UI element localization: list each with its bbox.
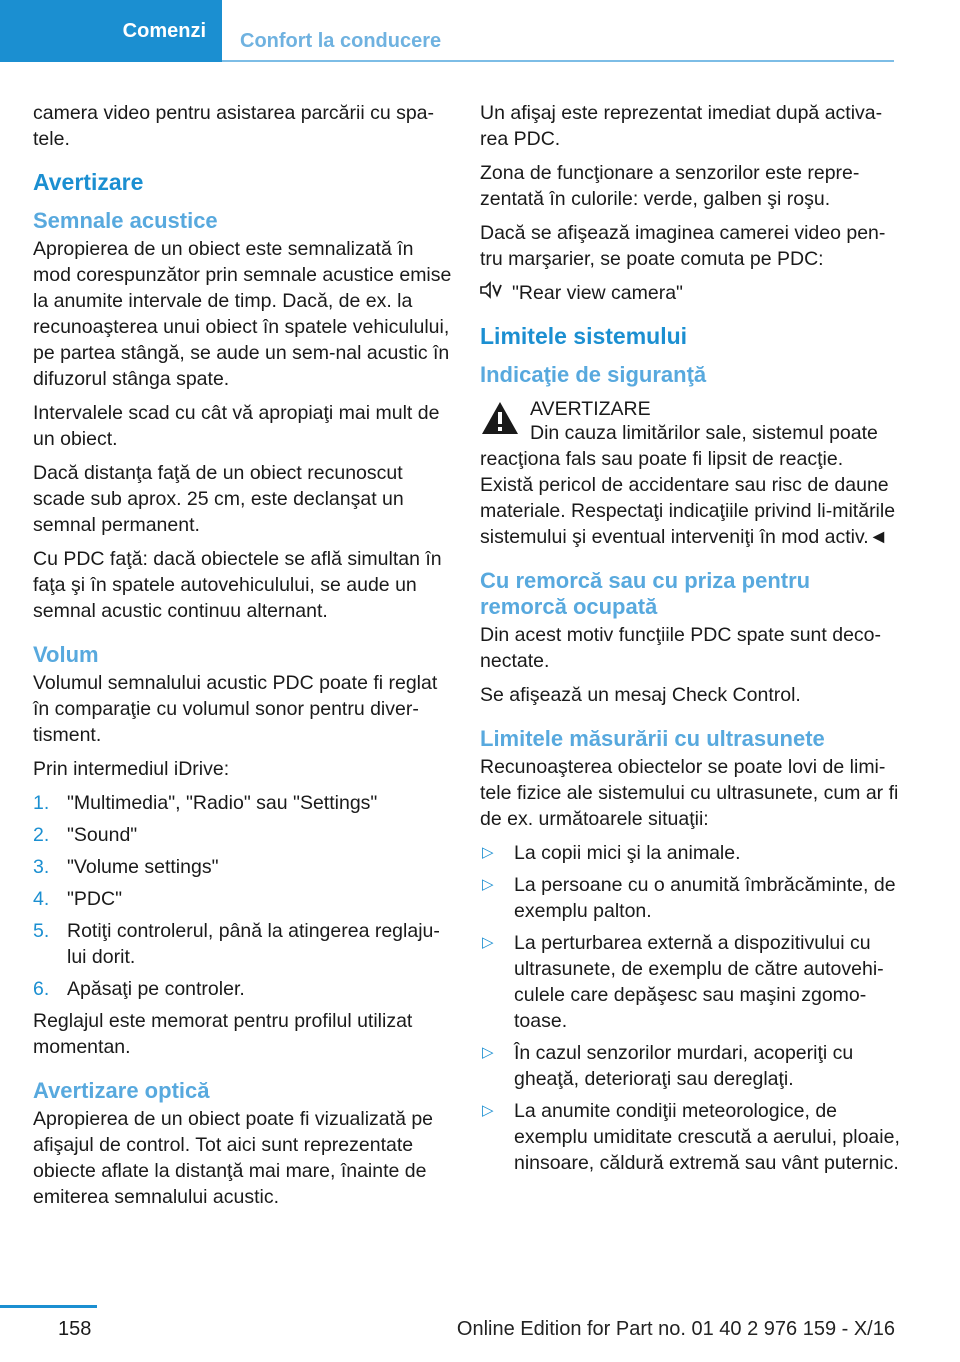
paragraph: Apropierea de un obiect poate fi vizualizată pe afişajul de control. Tot aici sunt reprezentate obiecte aflate la distanţă mai mare, înainte de emiterea semnalului acustic. <box>33 1108 434 1208</box>
bullet-triangle-icon: ▷ <box>482 934 494 951</box>
right-column <box>480 100 900 1182</box>
paragraph: Cu PDC faţă: dacă obiectele se află simultan în faţa şi în spatele autovehiculului, se aude un semnal acustic continuu alternant. <box>33 548 442 622</box>
list-item: ▷ La perturbarea externă a dispozitivului cu ultrasunete, de exemplu de către autovehi‐culele care depăşesc sau maşini zgomo‐toase. <box>482 932 884 1032</box>
step-text: Rotiţi controlerul, până la atingerea reglaju‐lui dorit. <box>67 920 440 968</box>
list-item <box>33 790 453 816</box>
footer-rule <box>0 1305 97 1308</box>
heading-remorca: Cu remorcă sau cu priza pentru remorcă ocupată <box>480 568 811 619</box>
paragraph: Reglajul este memorat pentru profilul utilizat momentan. <box>33 1010 413 1058</box>
list-item <box>33 822 453 848</box>
page-number: 158 <box>58 1318 92 1340</box>
camera-switch-icon <box>480 280 502 306</box>
step-text: "Volume settings" <box>67 856 219 878</box>
tab-comenzi[interactable]: Comenzi <box>0 0 222 62</box>
list-item: ▷ În cazul senzorilor murdari, acoperiţi cu gheaţă, deterioraţi sau dereglaţi. <box>482 1042 854 1090</box>
bullet-triangle-icon: ▷ <box>482 844 494 861</box>
list-item <box>33 976 453 1002</box>
heading-volum: Volum <box>33 642 99 667</box>
heading-semnale: Semnale acustice <box>33 208 218 233</box>
step-number: 5. <box>33 920 50 942</box>
list-item: ▷ La persoane cu o anumită îmbrăcăminte, de exemplu palton. <box>482 874 896 922</box>
heading-optica: Avertizare optică <box>33 1078 210 1103</box>
warning-block <box>480 396 900 446</box>
tab-confort[interactable]: Confort la conducere <box>240 30 442 52</box>
paragraph: camera video pentru asistarea parcării cu spa‐tele. <box>33 102 435 150</box>
paragraph: Zona de funcţionare a senzorilor este repre‐zentată în culorile: verde, galben şi roşu. <box>480 162 860 210</box>
bullet-triangle-icon: ▷ <box>482 1102 494 1119</box>
list-item: ▷ La anumite condiţii meteorologice, de exemplu umiditate crescută a aerului, ploaie, ninsoare, căldură extremă sau vânt puternic. <box>482 1100 900 1174</box>
step-text: "Sound" <box>67 824 138 846</box>
paragraph: Intervalele scad cu cât vă apropiaţi mai mult de un obiect. <box>33 402 440 450</box>
heading-avertizare: Avertizare <box>33 169 144 195</box>
paragraph: Dacă se afişează imaginea camerei video pen‐tru marşarier, se poate comuta pe PDC: <box>480 222 886 270</box>
heading-masurare: Limitele măsurării cu ultrasunete <box>480 726 825 751</box>
rear-view-camera-label: "Rear view camera" <box>512 282 683 304</box>
warning-triangle-icon <box>480 400 520 443</box>
bullet-triangle-icon: ▷ <box>482 876 494 893</box>
situations-list <box>480 840 900 1176</box>
step-number: 2. <box>33 824 50 846</box>
heading-limitele: Limitele sistemului <box>480 323 688 349</box>
paragraph: Recunoaşterea obiectelor se poate lovi de limi‐tele fizice ale sistemului cu ultrasunete, cum ar fi de ex. următoarele situaţii: <box>480 756 899 830</box>
step-text: "Multimedia", "Radio" sau "Settings" <box>67 792 378 814</box>
warning-text: Din cauza limitărilor sale, sistemul poate reacţiona fals sau poate fi lipsit de reacţie. Există pericol de accidentare sau risc de daune materiale. Respectaţi indicaţiile privind li‐mitările sistemului şi eventual interveniţi în mod activ.◄ <box>480 422 896 548</box>
paragraph: Se afişează un mesaj Check Control. <box>480 684 801 706</box>
header-divider <box>222 60 894 62</box>
page-header <box>0 0 960 64</box>
paragraph: Un afişaj este reprezentat imediat după activa‐rea PDC. <box>480 102 883 150</box>
steps-list <box>33 790 453 1002</box>
step-number: 3. <box>33 856 50 878</box>
paragraph: Prin intermediul iDrive: <box>33 758 230 780</box>
step-number: 4. <box>33 888 50 910</box>
paragraph: Apropierea de un obiect este semnalizată în mod corespunzător prin semnale acustice emise la anumite intervale de timp. Dacă, de ex. la recunoaşterea unui obiect în spatele vehiculului, pe partea stângă, se aude un sem‐nal acustic în difuzorul stânga spate. <box>33 238 452 390</box>
edition-text: Online Edition for Part no. 01 40 2 976 159 - X/16 <box>456 1318 895 1340</box>
heading-indicatie: Indicaţie de siguranţă <box>480 362 707 387</box>
list-item <box>33 886 453 912</box>
paragraph: Din acest motiv funcţiile PDC spate sunt deco‐nectate. <box>480 624 882 672</box>
paragraph: Volumul semnalului acustic PDC poate fi reglat în comparaţie cu volumul sonor pentru diver‐tisment. <box>33 672 438 746</box>
list-item <box>33 918 453 970</box>
list-item <box>33 854 453 880</box>
left-column <box>33 100 453 1218</box>
bullet-triangle-icon: ▷ <box>482 1044 494 1061</box>
list-item: ▷ La copii mici şi la animale. <box>482 842 741 864</box>
paragraph: Dacă distanţa faţă de un obiect recunoscut scade sub aprox. 25 cm, este declanşat un semnal permanent. <box>33 462 404 536</box>
step-text: "PDC" <box>67 888 123 910</box>
rear-view-camera-row <box>480 280 900 306</box>
warning-title: AVERTIZARE <box>530 398 651 420</box>
step-text: Apăsaţi pe controler. <box>67 978 245 1000</box>
step-number: 6. <box>33 978 50 1000</box>
step-number: 1. <box>33 792 50 814</box>
